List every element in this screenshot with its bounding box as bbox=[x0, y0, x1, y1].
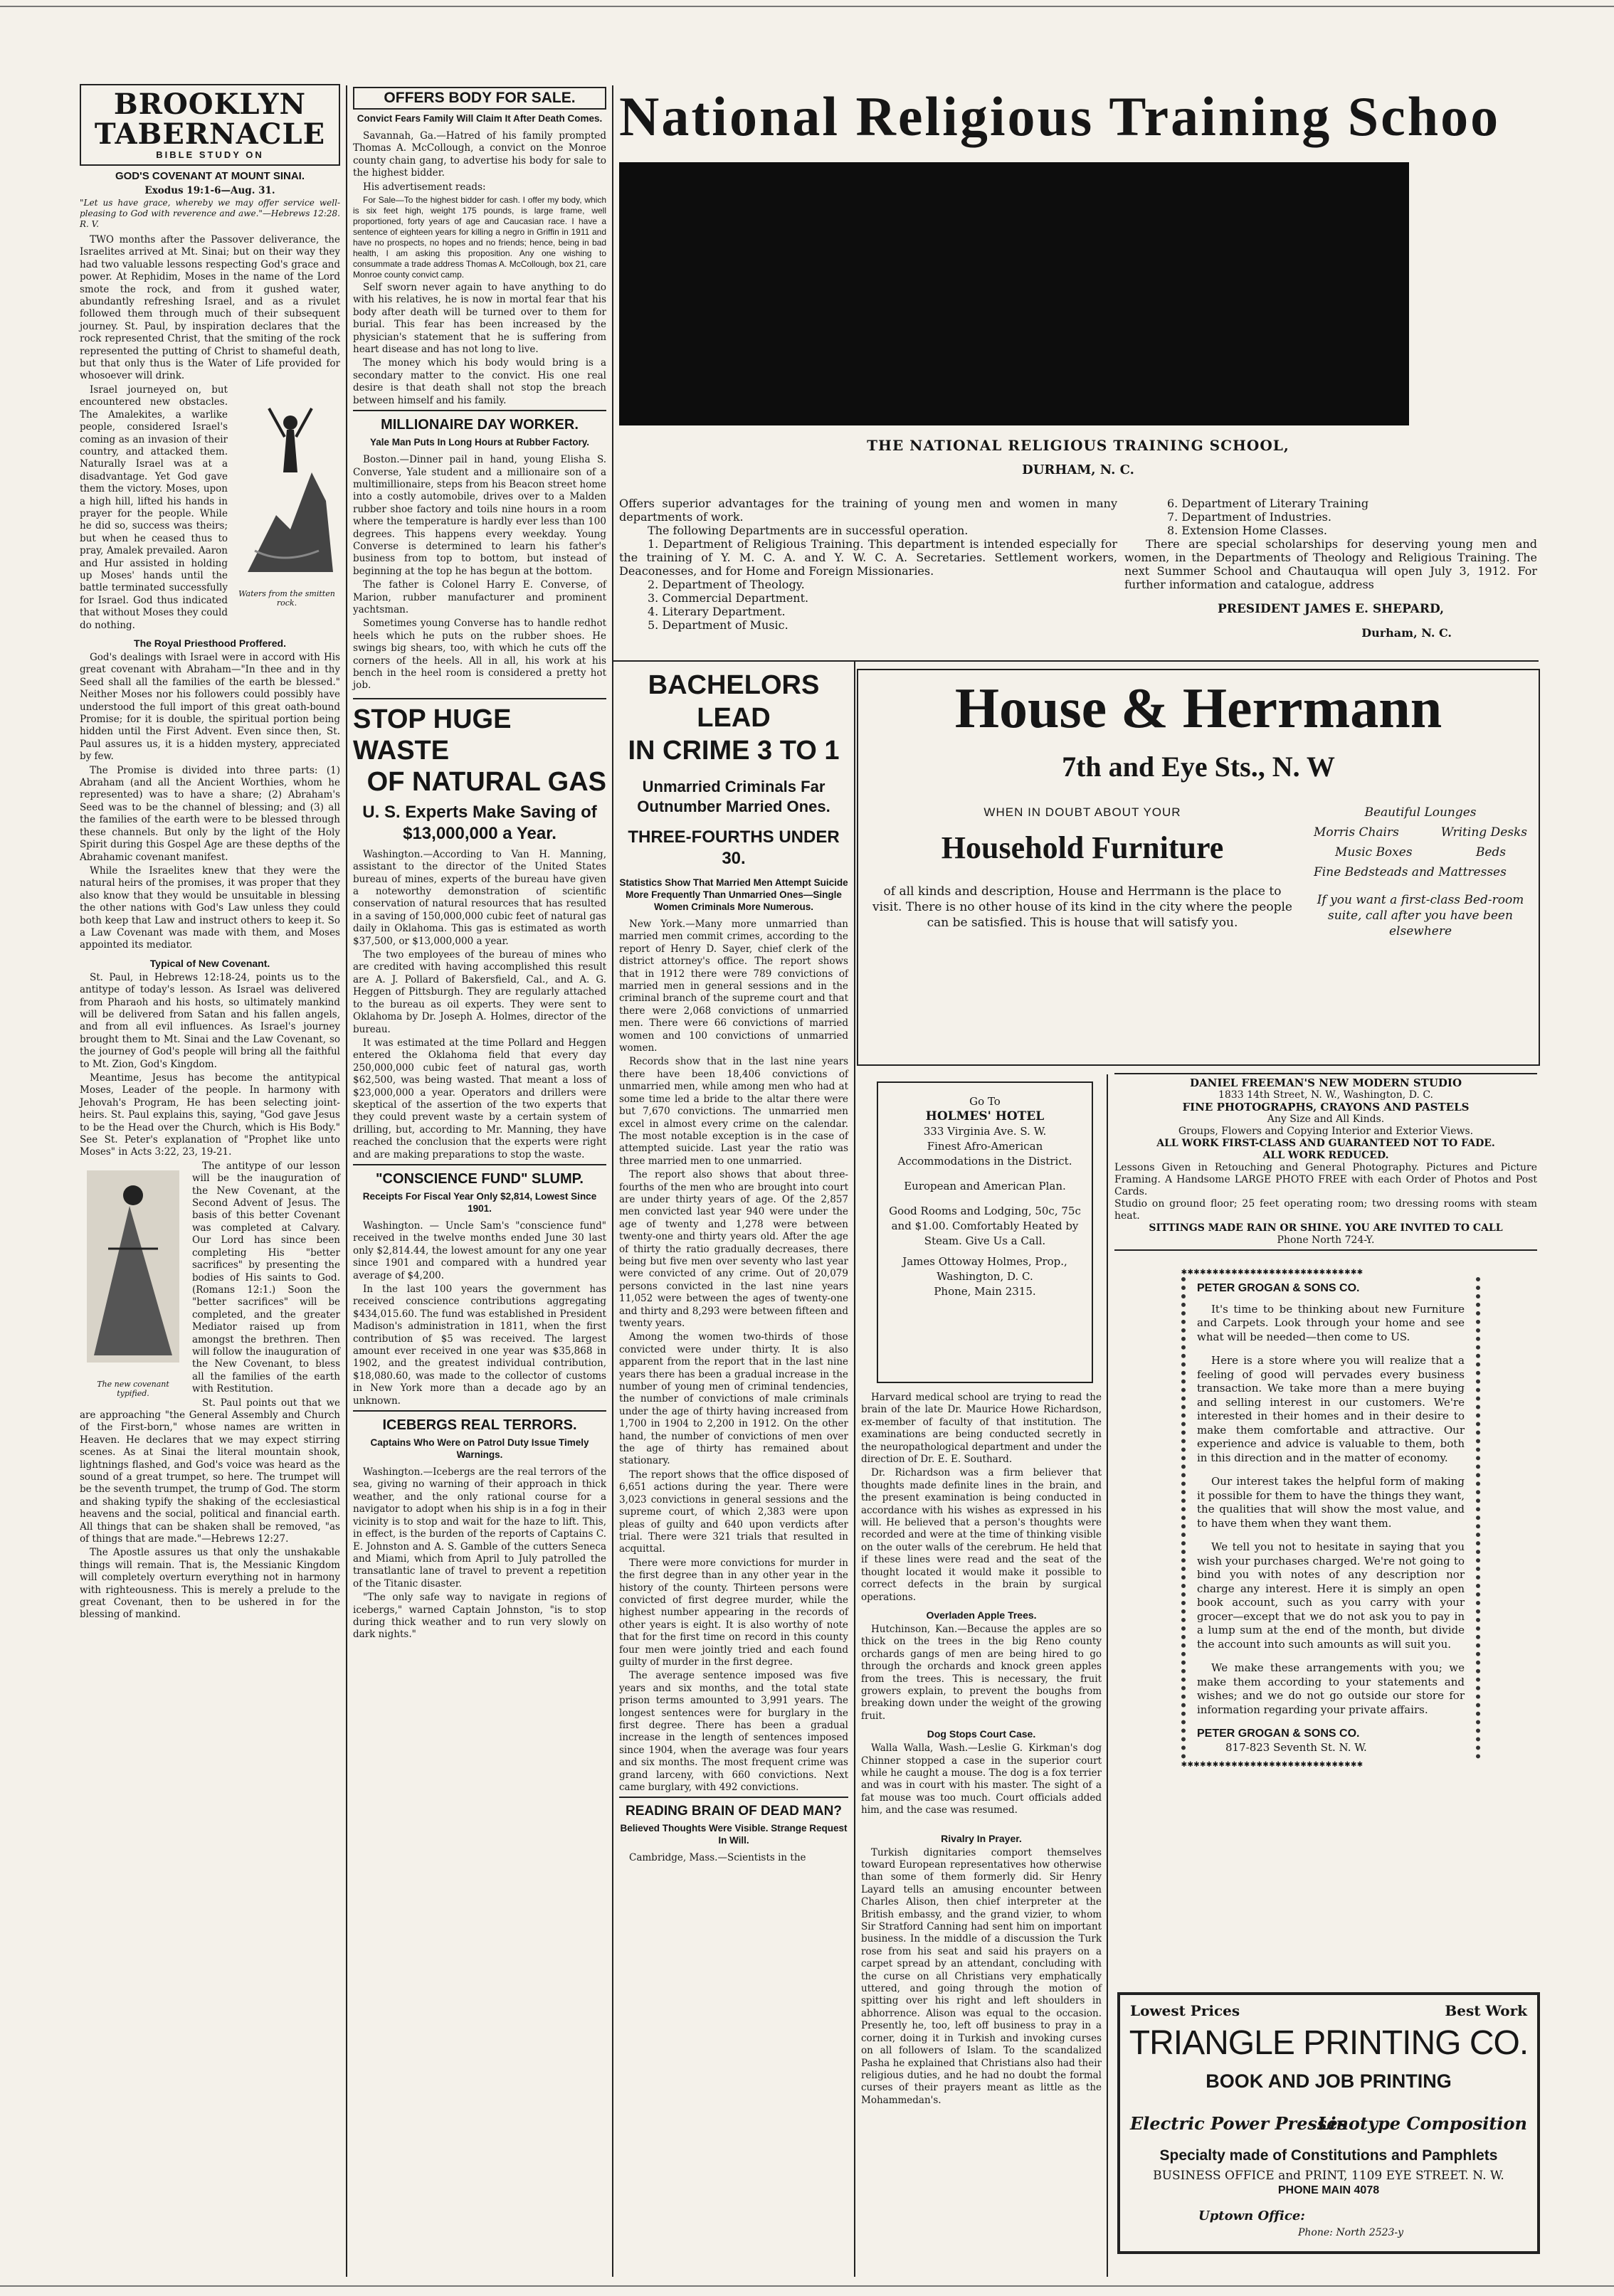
school-intro: Offers superior advantages for the training of young men and women in many departments of work. bbox=[619, 497, 1117, 524]
studio-line: 1833 14th Street, N. W., Washington, D. C. bbox=[1218, 1089, 1433, 1101]
moses-rock-illustration bbox=[233, 387, 340, 586]
advertisement-quote: For Sale—To the highest bidder for cash. I offer my body, which is six feet high, weight 175 pounds, is large frame, well proportioned, forty years of age and Caucasian race. I have a sentence of eighteen years for killing a negro in Griffin in 1911 and have no prospects, no hopes and no friends; hence, being in bad health, I am asking this proposition. Any one wishing to consummate a trade address Thomas A. McCollough, box 21, care Monroe county convict camp. bbox=[353, 195, 606, 280]
column-rule bbox=[854, 662, 855, 2277]
triangle-name: TRIANGLE PRINTING CO. bbox=[1129, 2024, 1529, 2062]
subhead: Typical of New Covenant. bbox=[149, 957, 270, 969]
hotel-line: Finest Afro-American Accommodations in the District. bbox=[897, 1140, 1072, 1168]
paragraph: In the last 100 years the government has received conscience contributions aggregating $434,015.60. The fund was established in President Madison's administration in 1811, when the first contribution of $5 was received. The largest amount ever received in one year was $35,868 in 1902, and the greatest individual contribution, $18,080.60, was made to the collector of customs in New York more than a decade ago by an unknown. bbox=[353, 1284, 606, 1407]
deck: Statistics Show That Married Men Attempt Suicide More Frequently Than Unmarried Ones—Single Women Criminals More Numerous. bbox=[619, 877, 848, 912]
school-photo-dark bbox=[619, 162, 1409, 425]
item: Beds bbox=[1475, 845, 1506, 859]
dept-item: 8. Extension Home Classes. bbox=[1167, 524, 1328, 537]
sermon-title: GOD'S COVENANT AT MOUNT SINAI. bbox=[115, 170, 305, 182]
paragraph: The antitype of our lesson will be the inauguration of the New Covenant, at the Second Advent of Jesus. The basis of this better Covenant was completed at Calvary. Our Lord has since been completing His "better sacrifices" by presenting the bodies of His saints to God. (Romans 12:1.) Soon the "better sacrifices" will be completed, and the greater Mediator raised up from amongst the brethren. Then will follow the inauguration of the New Covenant, to bless all the families of the earth with Restitution. bbox=[192, 1160, 340, 1395]
headline-natural-gas: OF NATURAL GAS bbox=[366, 766, 606, 797]
dept-item: 7. Department of Industries. bbox=[1167, 510, 1331, 524]
epigraph: "Let us have grace, whereby we may offer service well-pleasing to God with reverence and awe."—Hebrews 12:28. R. V. bbox=[80, 198, 340, 229]
item: Fine Bedsteads and Mattresses bbox=[1314, 865, 1507, 879]
scripture-reference: Exodus 19:1-6—Aug. 31. bbox=[144, 185, 275, 196]
paragraph: The money which his body would bring is a secondary matter to the convict. His one real desire is that death shall not stop the breach between himself and his family. bbox=[353, 357, 606, 406]
masthead-subtitle: BIBLE STUDY ON bbox=[156, 149, 264, 160]
studio-line: ALL WORK FIRST-CLASS AND GUARANTEED NOT TO FADE. bbox=[1156, 1138, 1495, 1149]
column-rule bbox=[612, 85, 613, 2277]
paragraph: Cambridge, Mass.—Scientists in the bbox=[629, 1852, 806, 1864]
headline-icebergs: ICEBERGS REAL TERRORS. bbox=[353, 1410, 606, 1434]
paragraph: Our interest takes the helpful form of making it possible for them to have the things they want, the qualities that will show the most value, and to have them when they want them. bbox=[1197, 1475, 1465, 1530]
dept-item: 3. Commercial Department. bbox=[648, 591, 809, 605]
studio-line: Groups, Flowers and Copying Interior and Exterior Views. bbox=[1178, 1126, 1474, 1137]
school-location: Durham, N. C. bbox=[1361, 626, 1452, 640]
grogan-address: 817-823 Seventh St. N. W. bbox=[1225, 1740, 1367, 1754]
paragraph: New York.—Many more unmarried than married men commit crimes, according to the report of Henry D. Sayer, chief clerk of the district attorney's office. The report shows that in 1912 there were 789 convictions of married men in general sessions and in the criminal branch of the supreme court and that there were 2,068 convictions of unmarried men. There were 66 convictions of married women and 100 convictions of unmarried women. bbox=[619, 919, 848, 1054]
column-1-tabernacle bbox=[80, 84, 340, 2275]
studio-line: SITTINGS MADE RAIN OR SHINE. YOU ARE INVITED TO CALL bbox=[1149, 1222, 1503, 1234]
subhead: Dog Stops Court Case. bbox=[927, 1728, 1036, 1740]
grogan-name: PETER GROGAN & SONS CO. bbox=[1197, 1282, 1360, 1294]
triangle-phone2: Phone: North 2523-y bbox=[1298, 2227, 1404, 2238]
item: Music Boxes bbox=[1335, 845, 1413, 859]
paragraph: Records show that in the last nine years there have been 18,406 convictions of unmarried men, while among men who had at some time led a bride to the altar there were but 7,670 convictions. The unmarried men excel in almost every crime on the calendar. The most notable exception is in the case of attempted suicide. Last year the ratio was three married men to one unmarried. bbox=[619, 1056, 848, 1167]
deck: Yale Man Puts In Long Hours at Rubber Factory. bbox=[369, 437, 590, 448]
dept-item: 4. Literary Department. bbox=[648, 605, 786, 618]
grogan-name: PETER GROGAN & SONS CO. bbox=[1197, 1728, 1360, 1740]
paragraph: Meantime, Jesus has become the antitypical Moses, Leader of the people. In harmony with Jehovah's Program, He has been selecting joint-heirs. St. Paul explains this, saying, "God gave Jesus to be the Head over the Church, which is His Body." See St. Peter's explanation of "Prophet like unto Moses" in Acts 3:22, 23, 19-21. bbox=[80, 1072, 340, 1158]
tabernacle-masthead bbox=[80, 84, 340, 166]
paragraph: The Apostle assures us that only the unshakable things will remain. That is, the Messianic Kingdom will completely overturn everything not in harmony with righteousness. This is merely a prelude to the great Covenant, then to be ushered in for the blessing of mankind. bbox=[80, 1547, 340, 1621]
paragraph: We tell you not to hesitate in saying that you wish your purchases charged. We're not going to bind you with notes of any description nor charge any interest. Here it is simply an open book account, such as you carry with your grocer—except that we do not ask you to pay in a lump sum at the end of the month, but divide the account into such amounts as will suit you. bbox=[1197, 1540, 1465, 1651]
house-items bbox=[1314, 803, 1527, 939]
caption-line: THE NATIONAL RELIGIOUS TRAINING SCHOOL, bbox=[867, 437, 1289, 454]
house-title: House & Herrmann bbox=[954, 677, 1442, 740]
paragraph: St. Paul, in Hebrews 12:18-24, points us to the antitype of today's lesson. As Israel was delivered from Pharaoh and his hosts, so ultimately mankind will be delivered from Satan and his fallen angels, and from all evil influences. As Israel's journey brought them to Mt. Sinai and the Law Covenant, so the journey of God's people will bring all the faithful to Mt. Zion, God's Kingdom. bbox=[80, 971, 340, 1070]
linotype: Linotype Composition bbox=[1317, 2113, 1527, 2134]
masthead-title: BROOKLYN TABERNACLE bbox=[94, 88, 326, 151]
paragraph: St. Paul points out that we are approaching "the General Assembly and Church of the First-born," whose names are written in Heaven. He declares that we may expect stirring scenes. As at Sinai the literal mountain shook, lightnings flashed, and God's voice was heard as the sound of a great trumpet, so here. The trumpet will be the seventh trumpet, the trump of God. The storm and shaking typify the shaking of the ecclesiastical heavens and the social, political and financial earth. All things that can be shaken shall be removed, "as of things that are made."—Hebrews 12:27. bbox=[80, 1397, 340, 1545]
uptown-office: Uptown Office: bbox=[1198, 2208, 1305, 2223]
paragraph: It was estimated at the time Pollard and Heggen entered the Oklahoma field that every day 250,000,000 cubic feet of natural gas, worth $62,500, was being wasted. That meant a loss of $23,000,000 a year. Operators and drillers were skeptical of the assertion of the two experts that they could prevent waste by a certain system of drilling, but, according to Mr. Manning, they have reached the conclusion that the experts were right and are making preparations to stop the waste. bbox=[353, 1037, 606, 1160]
column-3-bachelors bbox=[619, 669, 848, 2277]
headline-millionaire: MILLIONAIRE DAY WORKER. bbox=[353, 410, 606, 433]
deck: Convict Fears Family Will Claim It After Death Comes. bbox=[357, 113, 603, 124]
paragraph: The average sentence imposed was five years and six months, and the total state prison terms amounted to 3,991 years. The longest sentences were for burglary in the first degree. There has been a gradual increase in the length of sentences imposed since 1904, when the average was four years and six months. The most frequent crime was grand larceny, with 660 convictions. Next came burglary, with 492 convictions. bbox=[619, 1670, 848, 1794]
studio-line: Phone North 724-Y. bbox=[1277, 1234, 1375, 1246]
hotel-line: European and American Plan. bbox=[904, 1180, 1066, 1192]
school-scholarship-text: There are special scholarships for deserving young men and women, in the Departments of Theology and Religious Training. The next Summer School and Chautauqua will open July 3, 1912. For further information and catalogue, address bbox=[1124, 537, 1537, 591]
hotel-line: Good Rooms and Lodging, 50c, 75c and $1.00. Comfortably Heated by Steam. Give Us a Call. bbox=[889, 1205, 1081, 1247]
subheadline-unmarried: Unmarried Criminals Far Outnumber Married Ones. bbox=[637, 778, 830, 815]
paragraph: The father is Colonel Harry E. Converse, of Marion, rubber manufacturer and prominent yachtsman. bbox=[353, 579, 606, 615]
school-right-text bbox=[1124, 497, 1537, 640]
dept-item: 6. Department of Literary Training bbox=[1167, 497, 1369, 510]
paragraph: God's dealings with Israel were in accord with His great covenant with Abraham—"In thee and in thy Seed shall all the families of the earth be blessed." Neither Moses nor his followers could possibly have understood the full import of this great oath-bound Promise; for it is double, the spiritual portion being hidden until the First Advent. Even since then, St. Paul assures us, it is a hidden mystery, appreciated by few. bbox=[80, 652, 340, 763]
star-border: ✱✱✱✱✱✱✱✱✱✱✱✱✱✱✱✱✱✱✱✱✱✱✱✱✱✱✱✱✱ bbox=[1181, 1759, 1364, 1769]
triangle-phone: PHONE MAIN 4078 bbox=[1277, 2184, 1380, 2196]
hotel-name: HOLMES' HOTEL bbox=[925, 1109, 1045, 1123]
headline-offers-body: OFFERS BODY FOR SALE. bbox=[353, 87, 606, 110]
illustration-moses bbox=[233, 387, 340, 608]
top-edge bbox=[0, 6, 1614, 7]
paragraph: Sometimes young Converse has to handle redhot heels which he puts on the rubber shoes. He swings big shears, too, with which he cuts off the corners of the heels. All in all, his work at his bench in the heel room is considered a pretty hot job. bbox=[353, 618, 606, 692]
paragraph: "The only safe way to navigate in regions of icebergs," warned Captain Johnston, "is to stop during thick weather and to run very slowly on dark nights." bbox=[353, 1592, 606, 1641]
paragraph: Here is a store where you will realize that a feeling of good will pervades every business transaction. We take more than a mere buying and selling interest in our customers. We're interested in their homes and in their desire to make them comfortable and attractive. Our experience and advice is valuable to them, both in this direction and in the matter of economy. bbox=[1197, 1354, 1465, 1464]
school-caption bbox=[619, 437, 1537, 477]
paragraph: Dr. Richardson was a firm believer that thoughts made definite lines in the brain, and the present examination is being conducted in accordance with his wishes as expressed in his will. He believed that a person's thoughts were recorded and were at the time of thinking visible on the outer walls of the cerebrum. He held that if these lines were read and the seat of the thought located it would make it possible to correct defects in the brain by surgical operations. bbox=[861, 1467, 1102, 1603]
paragraph: There were more convictions for murder in the first degree than in any other year in the history of the county. Thirteen persons were convicted of first degree murder, while the highest number appearing in the records of other years is eight. It is also worthy of note that for the first time on record in this county four men were jointly tried and each found guilty of murder in the first degree. bbox=[619, 1557, 848, 1668]
section-rule bbox=[613, 660, 1539, 662]
studio-line: Studio on ground floor; 25 feet operating room; two dressing rooms with steam heat. bbox=[1114, 1198, 1537, 1222]
house-herrmann-ad bbox=[857, 669, 1540, 1066]
headline-conscience-fund: "CONSCIENCE FUND" SLUMP. bbox=[353, 1164, 606, 1187]
triangle-printing-ad bbox=[1117, 1992, 1540, 2254]
triangle-office: BUSINESS OFFICE and PRINT, 1109 EYE STREET. N. W. bbox=[1153, 2169, 1504, 2183]
headline-crime: IN CRIME 3 TO 1 bbox=[628, 736, 840, 766]
paragraph: It's time to be thinking about new Furniture and Carpets. Look through your home and see what will be needed—then come to US. bbox=[1197, 1302, 1465, 1343]
house-description: of all kinds and description, House and Herrmann is the place to visit. There is no other house of its kind in the city where the people can be satisfied. This is house that will satisfy you. bbox=[872, 884, 1292, 930]
headline-gas-block bbox=[353, 698, 606, 845]
studio-name: DANIEL FREEMAN'S NEW MODERN STUDIO bbox=[1189, 1076, 1462, 1089]
school-president: PRESIDENT JAMES E. SHEPARD, bbox=[1217, 602, 1445, 616]
school-left-text bbox=[619, 497, 1117, 632]
school-intro2: The following Departments are in successful operation. bbox=[648, 524, 969, 537]
paragraph: Boston.—Dinner pail in hand, young Elisha S. Converse, Yale student and a millionaire son of a multimillionaire, steps from his Beacon street home into a costly automobile, drives over to a Malden rubber shoe factory and toils nine hours in a room where the temperature is hardly ever less than 100 degrees. This happens every weekday. Young Converse is determined to learn his father's business from top to bottom, but instead of beginning at the top he has begun at the bottom. bbox=[353, 454, 606, 577]
column-rule bbox=[346, 85, 347, 2277]
paragraph: Hutchinson, Kan.—Because the apples are so thick on the trees in the big Reno county orchards gangs of men are being hired to go through the orchards and knock green apples from the trees. This is necessary, the fruit growers explain, to prevent the boughs from breaking down under the weight of the growing fruit. bbox=[861, 1623, 1102, 1722]
paragraph: Self sworn never again to have anything to do with his relatives, he is now in mortal fear that his body after death will be turned over to them for burial. This fear has been increased by the physician's statement that he is suffering from heart disease and has not long to live. bbox=[353, 282, 606, 356]
column-rule bbox=[1107, 1074, 1108, 2277]
item: Writing Desks bbox=[1440, 825, 1527, 840]
holmes-hotel-ad bbox=[877, 1081, 1093, 1383]
studio-line: Lessons Given in Retouching and General Photography. Pictures and Picture Framing. A Handsome LARGE PHOTO FREE with each Order of Photos and Post Cards. bbox=[1114, 1162, 1537, 1197]
subhead: Overladen Apple Trees. bbox=[926, 1609, 1037, 1621]
deck: Believed Thoughts Were Visible. Strange Request In Will. bbox=[620, 1823, 848, 1846]
deck: Captains Who Were on Patrol Duty Issue Timely Warnings. bbox=[370, 1437, 589, 1461]
paragraph: The two employees of the bureau of mines who are credited with having accomplished this result are A. J. Pollard of Bakersfield, Cal., and A. G. Heggen of Pittsburgh. They are regularly attached to the bureau as oil experts. They were sent to Oklahoma by Dr. Joseph A. Holmes, director of the bureau. bbox=[353, 949, 606, 1035]
studio-line: FINE PHOTOGRAPHS, CRAYONS AND PASTELS bbox=[1182, 1101, 1470, 1113]
dept-item: 5. Department of Music. bbox=[648, 618, 788, 632]
column-4-news bbox=[861, 1392, 1102, 2274]
freeman-studio-ad bbox=[1114, 1073, 1537, 1246]
bottom-edge bbox=[0, 2285, 1614, 2287]
column-2-news bbox=[353, 84, 606, 2275]
hotel-line: 333 Virginia Ave. S. W. bbox=[923, 1125, 1047, 1138]
paragraph: Israel journeyed on, but encountered new obstacles. The Amalekites, a warlike people, considered Israel's coming as an invasion of their country, and attacked them. Naturally Israel was at a disadvantage. Yet God gave them the victory. Moses, upon a high hill, lifted his hands in prayer for the people. While he did so, success was theirs; but when he ceased thus to pray, Amalek prevailed. Aaron and Hur assisted in holding up Moses' hands until the battle terminated successfully for Israel. God thus indicated that without Moses they could do nothing. bbox=[80, 383, 228, 631]
hotel-line: James Ottoway Holmes, Prop., Washington, D. C. bbox=[902, 1255, 1067, 1283]
caption: The new covenant typified. bbox=[97, 1379, 169, 1398]
dept-item: 1. Department of Religious Training. This department is intended especially for the training of Y. M. C. A. and Y. W. C. A. Secretaries. Settlement workers, Deaconesses, and for Home and Foreign Missionaries. bbox=[619, 537, 1117, 578]
paragraph: While the Israelites knew that they were the natural heirs of the promises, it was proper that they also know that they would be unsuitable in blessing the other nations with God's Law unless they could both keep that Law and instruct others to keep it. So a Law Covenant was made with them, and Moses appointed its mediator. bbox=[80, 864, 340, 951]
electric-presses: Electric Power Presses bbox=[1130, 2113, 1348, 2134]
subhead: The Royal Priesthood Proffered. bbox=[134, 638, 286, 649]
paragraph: The report shows that the office disposed of 6,651 actions during the year. There were 3,023 convictions in general sessions and the supreme court, of which 2,383 were upon pleas of guilty and 640 upon verdicts after trial. There were 321 trials that resulted in acquittal. bbox=[619, 1469, 848, 1555]
hotel-line: Phone, Main 2315. bbox=[934, 1285, 1036, 1298]
paragraph: Washington. — Uncle Sam's "conscience fund" received in the twelve months ended June 30 last only $2,814.44, the lowest amount for any one year since 1901 and compared with a hundred year average of $4,200. bbox=[353, 1220, 606, 1281]
paragraph: Harvard medical school are trying to read the brain of the late Dr. Maurice Howe Richardson, ex-member of faculty of that institution. The examinations are being conducted secretly in the neuropathological department and under the direction of Dr. E. E. Southard. bbox=[861, 1392, 1102, 1466]
headline-bachelors: BACHELORS LEAD bbox=[648, 670, 820, 733]
hotel-line: Go To bbox=[969, 1095, 1001, 1108]
studio-line: Any Size and All Kinds. bbox=[1267, 1113, 1385, 1125]
item: Morris Chairs bbox=[1314, 825, 1399, 840]
school-banner: National Religious Training Schoo bbox=[619, 85, 1501, 147]
house-doubt: WHEN IN DOUBT ABOUT YOUR bbox=[983, 805, 1181, 819]
subhead: Rivalry In Prayer. bbox=[941, 1832, 1022, 1844]
paragraph: Walla Walla, Wash.—Leslie G. Kirkman's dog Chinner stopped a case in the superior court while he caught a mouse. The dog is a fox terrier and was in court with his master. The sight of a fat mouse was too much. Court officials added him, and the case was resumed. bbox=[861, 1742, 1102, 1816]
dept-item: 2. Department of Theology. bbox=[648, 578, 805, 591]
triangle-sub: BOOK AND JOB PRINTING bbox=[1206, 2070, 1452, 2092]
paragraph: Washington.—Icebergs are the real terrors of the sea, giving no warning of their approach in thick weather, and the only rational course for a navigator to adopt when his ship is in a fog in their vicinity is to stop and wait for the haze to lift. This, in effect, is the burden of the reports of Captains C. E. Johnston and A. S. Gamble of the cutters Seneca and Miami, which from April to July patrolled the transatlantic lane of travel to prevent a repetition of the Titanic disaster. bbox=[353, 1466, 606, 1589]
star-border: ✱✱✱✱✱✱✱✱✱✱✱✱✱✱✱✱✱✱✱✱✱✱✱✱✱✱✱✱✱ bbox=[1181, 1266, 1364, 1277]
triangle-specialty: Specialty made of Constitutions and Pamphlets bbox=[1159, 2147, 1498, 2164]
lowest-prices: Lowest Prices bbox=[1130, 2002, 1240, 2019]
caption-line: DURHAM, N. C. bbox=[1022, 462, 1134, 477]
deck: Receipts For Fiscal Year Only $2,814, Lowest Since 1901. bbox=[362, 1190, 597, 1214]
subheadline-experts: U. S. Experts Make Saving of $13,000,000 a Year. bbox=[362, 802, 597, 843]
subheadline-three-fourths: THREE-FOURTHS UNDER 30. bbox=[628, 827, 840, 868]
illustration-covenant bbox=[80, 1163, 186, 1398]
paragraph: Washington.—According to Van H. Manning, assistant to the director of the United States bureau of mines, experts of the bureau have given a noteworthy demonstration of scientific conservation of natural resources that has resulted in a saving of 150,000,000 cubic feet of natural gas daily in Oklahoma. This gas is estimated as worth $37,500, or $13,000,000 a year. bbox=[353, 848, 606, 947]
studio-line: ALL WORK REDUCED. bbox=[1262, 1150, 1389, 1161]
paragraph: Savannah, Ga.—Hatred of his family prompted Thomas A. McCollough, a convict on the Monroe county chain gang, to advertise his body for sale to the highest bidder. bbox=[353, 130, 606, 179]
house-furniture: Household Furniture bbox=[941, 830, 1224, 865]
school-advertisement bbox=[619, 84, 1537, 653]
headline-brain: READING BRAIN OF DEAD MAN? bbox=[619, 1797, 848, 1819]
grogan-ad bbox=[1181, 1266, 1480, 1978]
paragraph: Turkish dignitaries comport themselves toward European representatives how otherwise than some of them formerly did. Sir Henry Layard tells an amusing encounter between Charles Alison, then chief interpreter at the British embassy, and the grand vizier, to whom Sir Stratford Canning had sent him on important business. In the middle of a discussion the Turk rose from his seat and said his prayers on a carpet spread by an attendant, concluding with the curse on all Christians very emphatically uttered, and going through the motion of spitting over his right and left shoulders in abhorrence. Alison was equal to the occasion. Presently he, too, left off business to pray in a corner, doing it in Turkish and invoking curses on all followers of Islam. To the scandalized Pasha he explained that Christians also had their religious duties, and he had no doubt the formal curses of their prayers meant as little as the Mohammedan's. bbox=[861, 1846, 1102, 2106]
best-work: Best Work bbox=[1445, 2002, 1527, 2019]
paragraph: The report also shows that about three-fourths of the men who are brought into court are under thirty years of age. Of the 2,857 men convicted last year 940 were under the age of twenty and 1,278 were between twenty-one and thirty years old. After the age of thirty the ratio gradually decreases, there being but five men over seventy who last year were convicted of any crime. Out of 20,079 persons convicted in the last nine years 11,052 were between the ages of twenty-one and thirty and 8,293 were between fifteen and twenty years. bbox=[619, 1169, 848, 1329]
house-address: 7th and Eye Sts., N. W bbox=[1062, 751, 1335, 783]
headline-stop-waste: STOP HUGE WASTE bbox=[353, 704, 512, 766]
paragraph: The Promise is divided into three parts: (1) Abraham (and all the Ancient Worthies, whom he represented) was to have a share; (2) Abraham's Seed was to be the channel of blessing; and (3) all the families of the earth were to be blessed through these channels. But only by the light of the Holy Spirit during this Gospel Age are these depths of the Abrahamic covenant manifest. bbox=[80, 764, 340, 863]
paragraph: TWO months after the Passover deliverance, the Israelites arrived at Mt. Sinai; but on their way they had two valuable lessons respecting God's grace and power. At Rephidim, Moses in the name of the Lord smote the rock, and from it gushed water, abundantly refreshing Israel, and as a rivulet followed them through much of their subsequent journey. St. Paul, by inspiration declares that the rock represented Christ, that the smiting of the rock represented the putting of Christ to shameful death, but that only thus is the Water of Life provided for whosoever will drink. bbox=[80, 234, 340, 382]
paragraph: His advertisement reads: bbox=[363, 181, 486, 193]
caption: Waters from the smitten rock. bbox=[238, 588, 335, 608]
item: Beautiful Lounges bbox=[1364, 805, 1477, 820]
paragraph: Among the women two-thirds of those convicted were under thirty. It is also apparent from the report that in the last nine years there has been a gradual increase in the number of young men of criminal tendencies, the number of convictions of male criminals under the age of thirty having increased from 1,700 in 1904 to 2,200 in 1912. On the other hand, the number of convictions of men over the age of thirty has remained about stationary. bbox=[619, 1331, 848, 1467]
paragraph: We make these arrangements with you; we make them according to your statements and wishes; and we do not go outside our store for information regarding your private affairs. bbox=[1197, 1661, 1465, 1716]
covenant-illustration bbox=[80, 1163, 186, 1377]
house-note: If you want a first-class Bed-room suite, call after you have been elsewhere bbox=[1317, 893, 1524, 938]
